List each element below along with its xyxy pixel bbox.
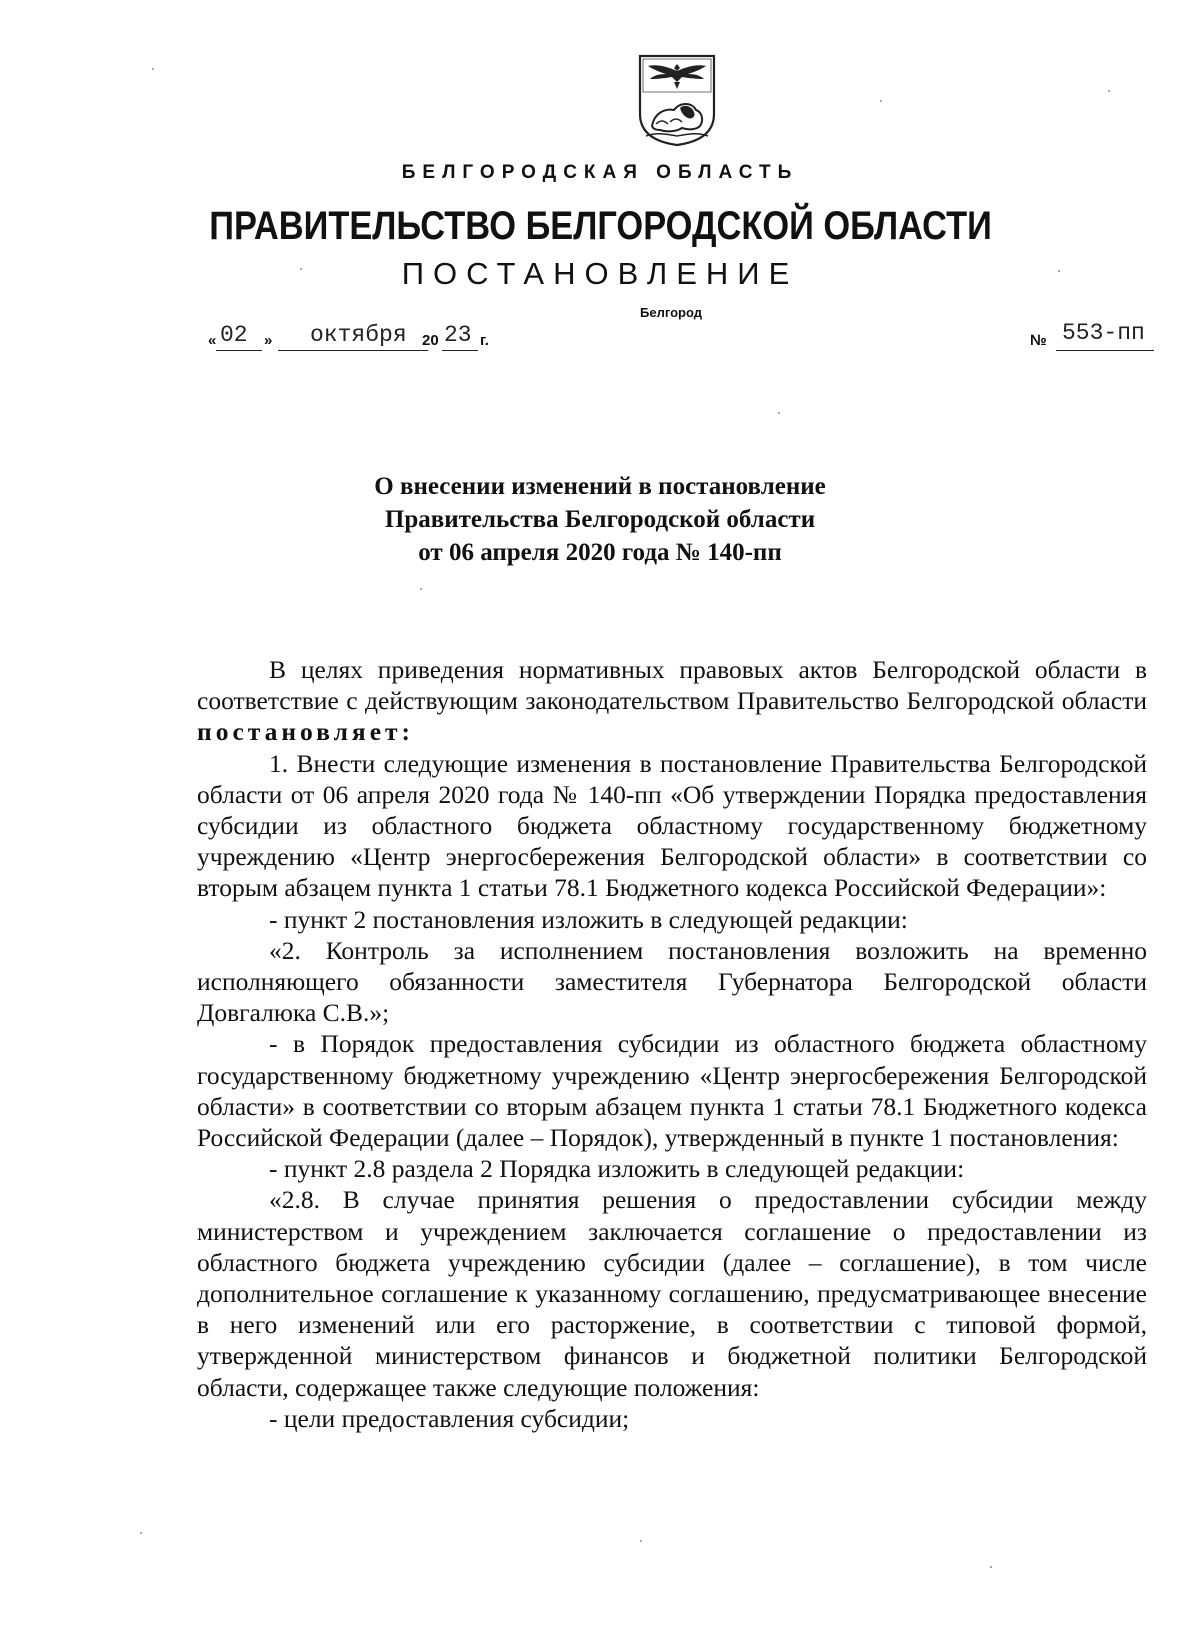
scan-speck: [152, 68, 154, 70]
scan-speck: [880, 100, 882, 102]
paragraph-4: - в Порядок предоставления субсидии из областного бюджета областному государственному бюджетному учреждению «Центр энергосбережения Белгородской области» в соответствии со вторым абзацем пункта 1 статьи 78.1 Бюджетного кодекса Российской Федерации (далее – Порядок), утвержденный в пункте 1 постановления:: [197, 1029, 1147, 1153]
resolves-word: постановляет:: [197, 717, 415, 747]
region-name: БЕЛГОРОДСКАЯ ОБЛАСТЬ: [401, 162, 799, 183]
paragraph-preamble: [197, 654, 1147, 748]
number-underline: [1056, 350, 1154, 351]
date-month: октября: [310, 322, 407, 348]
title-line-3: от 06 апреля 2020 года № 140-пп: [418, 539, 782, 566]
city-name: Белгород: [640, 305, 702, 320]
date-day: 02: [220, 322, 248, 348]
date-open-quote: «: [208, 332, 217, 349]
document-number: [1030, 318, 1160, 352]
scan-speck: [990, 1566, 992, 1568]
date-day-underline: [216, 350, 262, 351]
title-line-1: О внесении изменений в постановление: [374, 473, 826, 500]
number-value: 553-пп: [1062, 320, 1145, 346]
document-type: ПОСТАНОВЛЕНИЕ: [401, 256, 799, 291]
scan-speck: [140, 1532, 142, 1534]
date-century: 20: [422, 332, 439, 349]
date-year: 23: [444, 322, 472, 348]
scan-speck: [1108, 90, 1110, 92]
date-close-quote: »: [264, 332, 273, 349]
paragraph-6: «2.8. В случае принятия решения о предоставлении субсидии между министерством и учреждением заключается соглашение о предоставлении из областного бюджета учреждению субсидии (далее – соглашение), в том числе дополнительное соглашение к указанному соглашению, предусматривающее внесение в него изменений или его расторжение, в соответствии с типовой формой, утвержденной министерством финансов и бюджетной политики Белгородской области, содержащее также следующие положения:: [197, 1185, 1147, 1402]
scan-speck: [1058, 270, 1060, 272]
date-year-underline: [442, 350, 478, 351]
paragraph-1: 1. Внести следующие изменения в постановление Правительства Белгородской области от 06 апреля 2020 года № 140-пп «Об утверждении Порядка предоставления субсидии из областного бюджета областному государственному бюджетному учреждению «Центр энергосбережения Белгородской области» в соответствии со вторым абзацем пункта 1 статьи 78.1 Бюджетного кодекса Российской Федерации»:: [197, 748, 1147, 903]
coat-of-arms-emblem: [636, 52, 718, 148]
document-title: [0, 470, 1200, 569]
scan-speck: [420, 588, 422, 590]
scan-speck: [640, 1540, 642, 1542]
paragraph-3: «2. Контроль за исполнением постановления возложить на временно исполняющего обязанности заместителя Губернатора Белгородской области Довгалюка С.В.»;: [197, 935, 1147, 1028]
scan-speck: [778, 412, 780, 414]
paragraph-5: - пункт 2.8 раздела 2 Порядка изложить в следующей редакции:: [269, 1154, 965, 1184]
scan-speck: [300, 268, 302, 270]
paragraph-7: - цели предоставления субсидии;: [269, 1403, 630, 1433]
title-line-2: Правительства Белгородской области: [384, 506, 816, 533]
paragraph-2: - пункт 2 постановления изложить в следующей редакции:: [269, 904, 908, 934]
date-year-suffix: г.: [480, 332, 489, 349]
date-month-underline: [278, 350, 428, 351]
preamble-text: В целях приведения нормативных правовых актов Белгородской области в соответствие с действующим законодательством Правительство Белгородской области: [197, 655, 1147, 716]
document-body: [197, 654, 1147, 1434]
government-name: ПРАВИТЕЛЬСТВО БЕЛГОРОДСКОЙ ОБЛАСТИ: [209, 204, 992, 248]
number-label: №: [1030, 332, 1047, 349]
